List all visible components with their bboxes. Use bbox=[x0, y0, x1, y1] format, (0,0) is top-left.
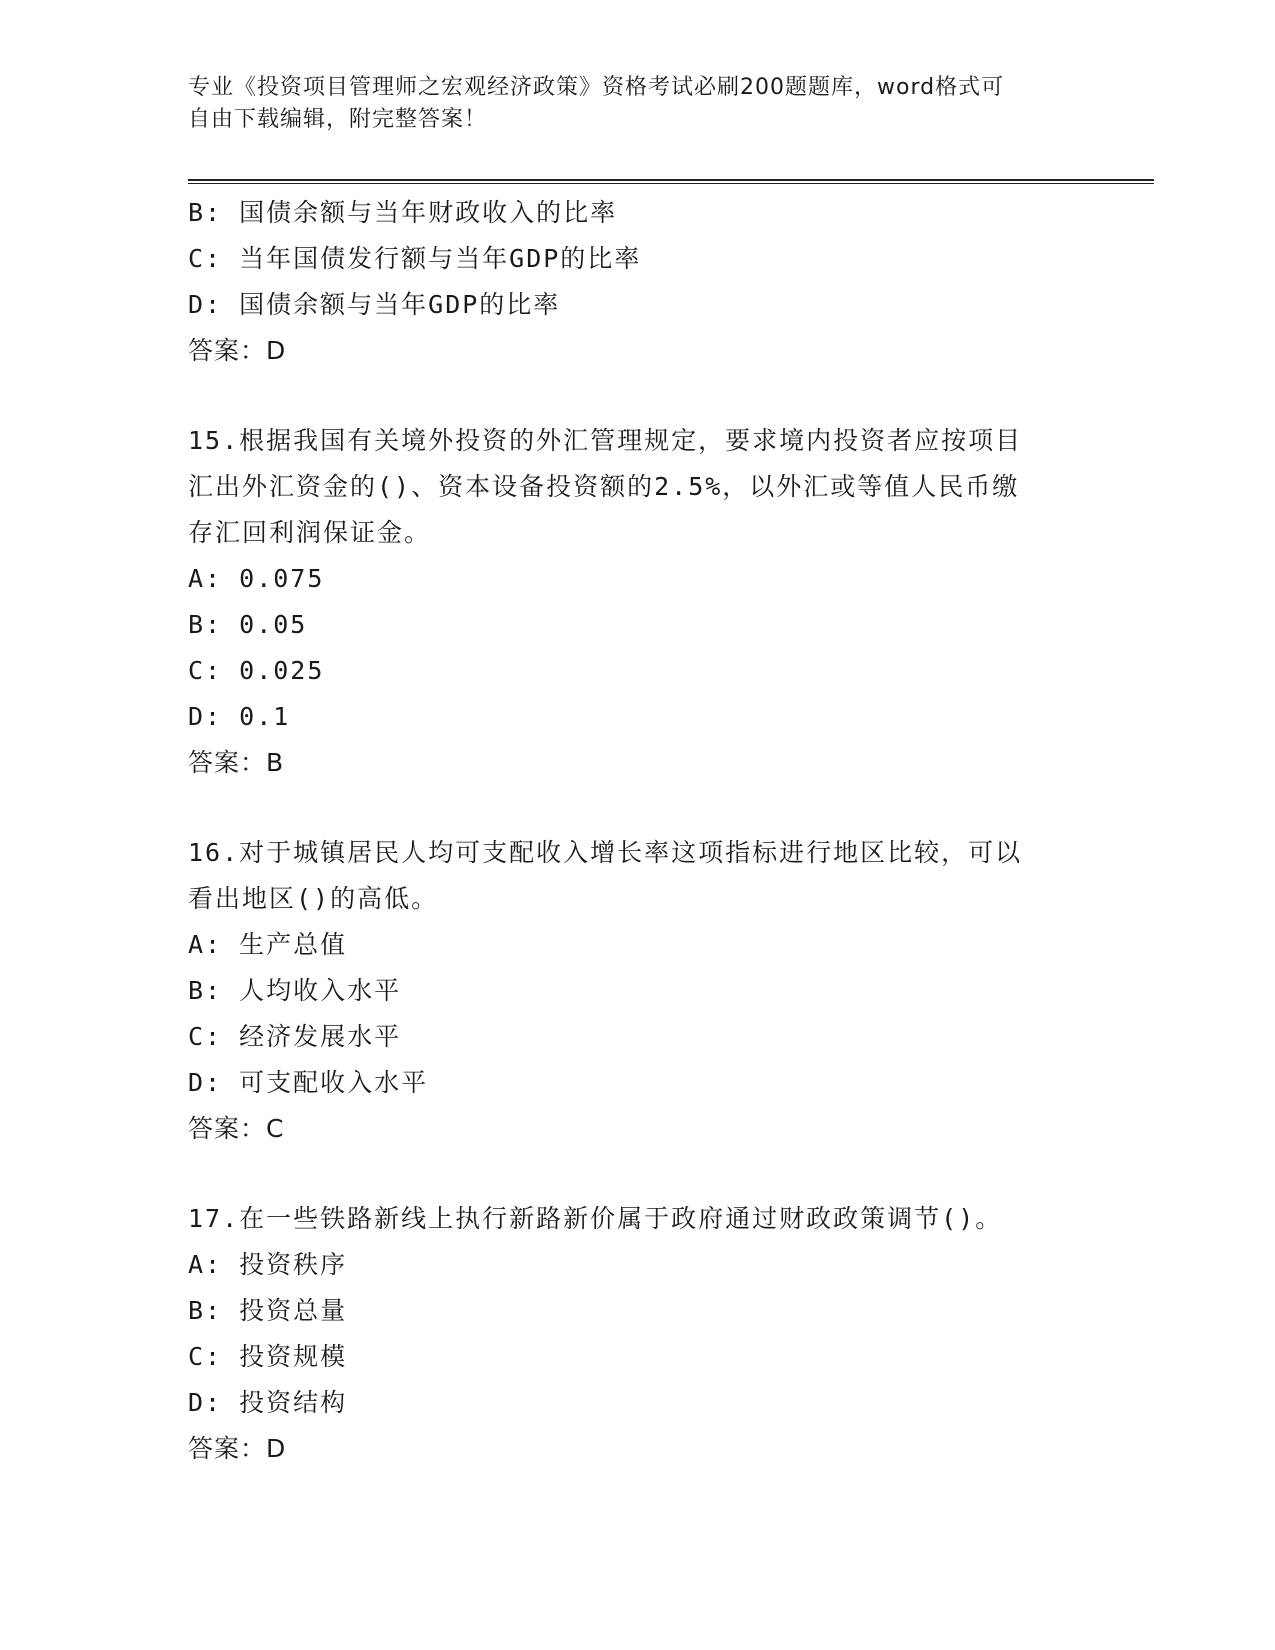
header-line-2: 自由下载编辑，附完整答案！ bbox=[188, 107, 488, 132]
header-divider-thick bbox=[188, 179, 1154, 181]
option-b: B: 0.05 bbox=[188, 610, 308, 639]
spacer bbox=[188, 374, 1088, 418]
option-a: A: 投资秩序 bbox=[188, 1250, 348, 1279]
question-stem-line: 16.对于城镇居民人均可支配收入增长率这项指标进行地区比较，可以 bbox=[188, 838, 1023, 867]
answer-line: 答案：D bbox=[188, 336, 287, 365]
question-stem-line: 17.在一些铁路新线上执行新路新价属于政府通过财政政策调节()。 bbox=[188, 1204, 1003, 1233]
option-a: A: 0.075 bbox=[188, 564, 325, 593]
question-list bbox=[188, 190, 1088, 1472]
question-17 bbox=[188, 1196, 1088, 1472]
option-d: D: 国债余额与当年GDP的比率 bbox=[188, 290, 561, 319]
question-stem-line: 汇出外汇资金的()、资本设备投资额的2.5%，以外汇或等值人民币缴 bbox=[188, 472, 1020, 501]
option-c: C: 投资规模 bbox=[188, 1342, 348, 1371]
option-d: D: 投资结构 bbox=[188, 1388, 348, 1417]
question-16 bbox=[188, 830, 1088, 1152]
answer-line: 答案：C bbox=[188, 1114, 285, 1143]
answer-line: 答案：D bbox=[188, 1434, 287, 1463]
spacer bbox=[188, 1152, 1088, 1196]
option-b: B: 人均收入水平 bbox=[188, 976, 402, 1005]
question-14-carryover bbox=[188, 190, 1088, 374]
spacer bbox=[188, 786, 1088, 830]
document-header bbox=[188, 72, 1068, 136]
question-15 bbox=[188, 418, 1088, 786]
option-c: C: 经济发展水平 bbox=[188, 1022, 402, 1051]
option-c: C: 0.025 bbox=[188, 656, 325, 685]
question-stem-line: 看出地区()的高低。 bbox=[188, 884, 439, 913]
option-a: A: 生产总值 bbox=[188, 930, 348, 959]
question-stem-line: 15.根据我国有关境外投资的外汇管理规定，要求境内投资者应按项目 bbox=[188, 426, 1023, 455]
header-line-1: 专业《投资项目管理师之宏观经济政策》资格考试必刷200题题库，word格式可 bbox=[188, 75, 1005, 100]
answer-line: 答案：B bbox=[188, 748, 285, 777]
option-b: B: 国债余额与当年财政收入的比率 bbox=[188, 198, 618, 227]
option-c: C: 当年国债发行额与当年GDP的比率 bbox=[188, 244, 642, 273]
question-stem-line: 存汇回利润保证金。 bbox=[188, 518, 432, 547]
option-d: D: 0.1 bbox=[188, 702, 291, 731]
header-divider-thin bbox=[188, 183, 1154, 184]
option-d: D: 可支配收入水平 bbox=[188, 1068, 429, 1097]
option-b: B: 投资总量 bbox=[188, 1296, 348, 1325]
